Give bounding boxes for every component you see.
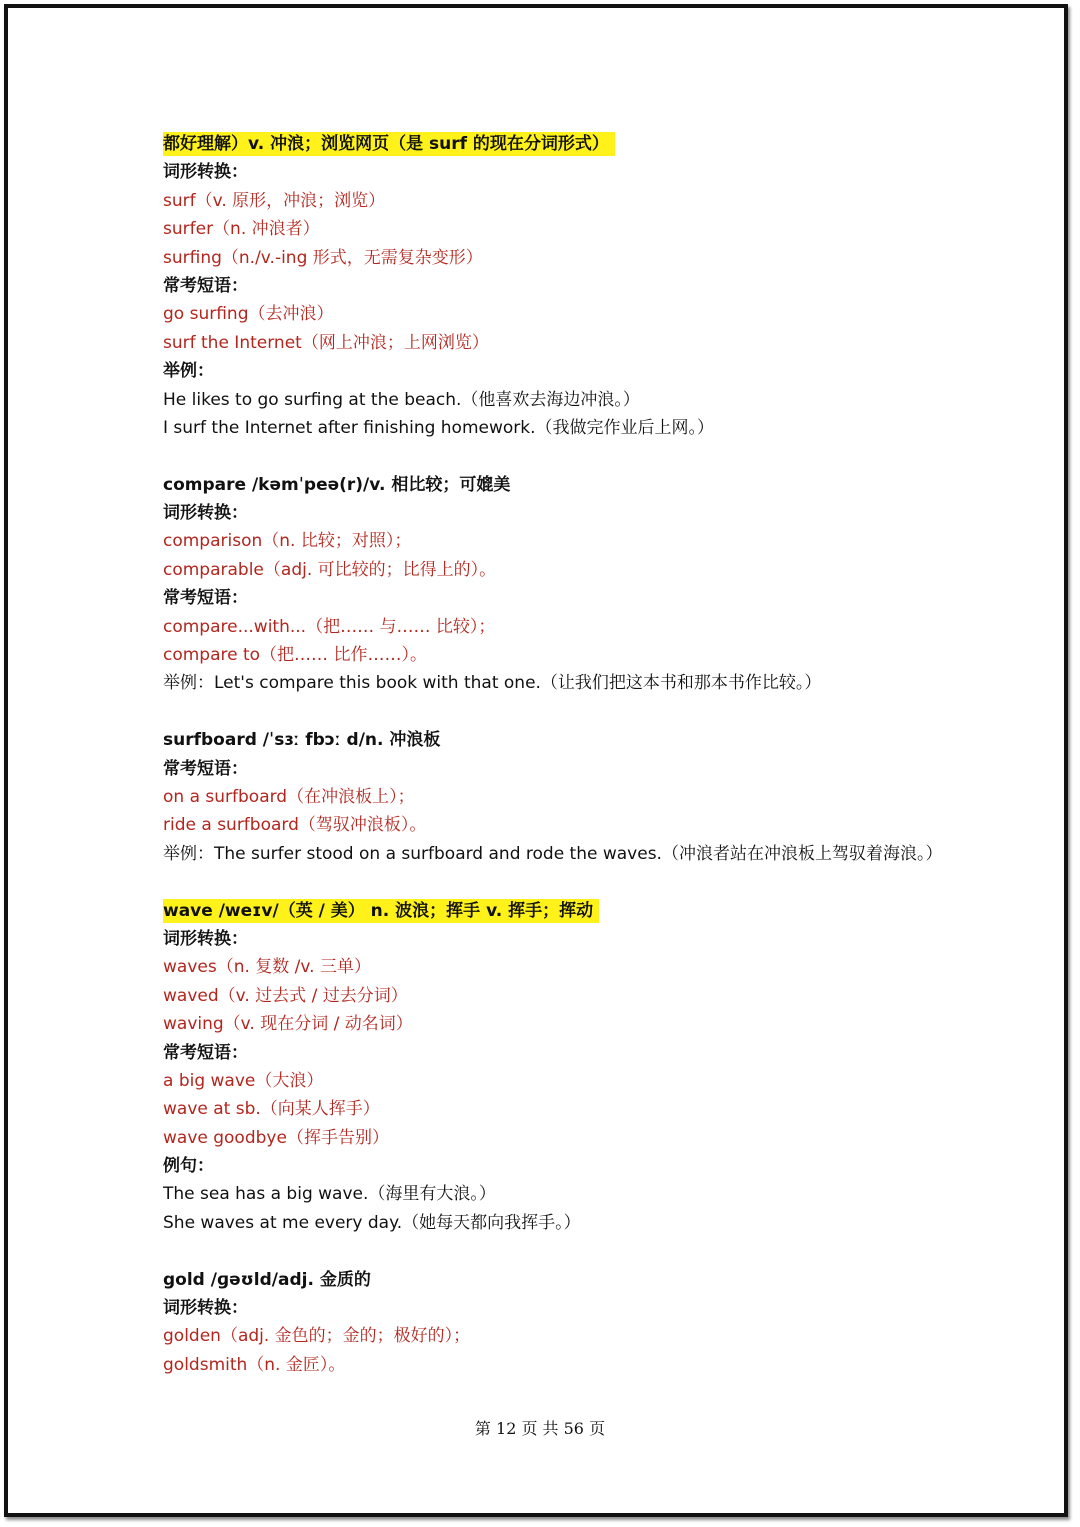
- entry-heading-surfboard: surfboard /ˈsɜː fbɔː d/n. 冲浪板: [163, 730, 441, 751]
- forms-label: 词形转换：: [163, 162, 248, 183]
- phrase-item: wave goodbye（挥手告别）: [163, 1127, 389, 1148]
- example-sentence: She waves at me every day.（她每天都向我挥手。）: [163, 1212, 581, 1233]
- examples-label: 例句：: [163, 1156, 214, 1177]
- form-item: comparison（n. 比较；对照）；: [163, 531, 412, 552]
- form-item: waved（v. 过去式 / 过去分词）: [163, 985, 408, 1006]
- examples-label: 举例：: [163, 361, 214, 382]
- form-item: comparable（adj. 可比较的；比得上的）。: [163, 559, 497, 580]
- form-item: golden（adj. 金色的；金的；极好的）；: [163, 1326, 471, 1347]
- phrases-label: 常考短语：: [163, 1042, 248, 1063]
- entry-heading-compare: compare /kəmˈpeə(r)/v. 相比较；可媲美: [163, 474, 511, 495]
- example-sentence: 举例：Let's compare this book with that one.（让我们把这本书和那本书作比较。）: [163, 673, 822, 694]
- form-item: goldsmith（n. 金匠）。: [163, 1354, 346, 1375]
- phrase-item: on a surfboard（在冲浪板上）；: [163, 786, 415, 807]
- phrase-item: go surfing（去冲浪）: [163, 304, 334, 325]
- form-item: surfer（n. 冲浪者）: [163, 219, 320, 240]
- example-sentence: I surf the Internet after finishing homework.（我做完作业后上网。）: [163, 417, 715, 438]
- example-sentence: The sea has a big wave.（海里有大浪。）: [163, 1184, 496, 1205]
- phrase-item: a big wave（大浪）: [163, 1070, 324, 1091]
- phrases-label: 常考短语：: [163, 588, 248, 609]
- entry-heading-gold: gold /ɡəʊld/adj. 金质的: [163, 1269, 371, 1290]
- page-number: 第 12 页 共 56 页: [474, 1419, 606, 1438]
- form-item: surfing（n./v.-ing 形式，无需复杂变形）: [163, 247, 483, 268]
- phrase-item: compare...with...（把…… 与…… 比较）；: [163, 616, 496, 637]
- phrase-item: compare to（把…… 比作……）。: [163, 645, 427, 666]
- forms-label: 词形转换：: [163, 1298, 248, 1319]
- example-sentence: He likes to go surfing at the beach.（他喜欢去海边冲浪。）: [163, 389, 640, 410]
- entry-heading-wave: wave /weɪv/（英 / 美） n. 波浪；挥手 v. 挥手；挥动: [163, 897, 1023, 925]
- example-sentence: 举例：The surfer stood on a surfboard and rode the waves.（冲浪者站在冲浪板上驾驭着海浪。）: [163, 843, 943, 864]
- phrase-item: surf the Internet（网上冲浪；上网浏览）: [163, 332, 489, 353]
- form-item: waves（n. 复数 /v. 三单）: [163, 957, 371, 978]
- forms-label: 词形转换：: [163, 503, 248, 524]
- phrase-item: ride a surfboard（驾驭冲浪板）。: [163, 815, 427, 836]
- phrases-label: 常考短语：: [163, 275, 248, 296]
- document-body: [163, 130, 1023, 1379]
- forms-label: 词形转换：: [163, 928, 248, 949]
- form-item: surf（v. 原形，冲浪；浏览）: [163, 190, 386, 211]
- entry-heading-surf: 都好理解）v. 冲浪；浏览网页（是 surf 的现在分词形式）: [163, 130, 1023, 158]
- phrases-label: 常考短语：: [163, 758, 248, 779]
- form-item: waving（v. 现在分词 / 动名词）: [163, 1014, 413, 1035]
- phrase-item: wave at sb.（向某人挥手）: [163, 1099, 380, 1120]
